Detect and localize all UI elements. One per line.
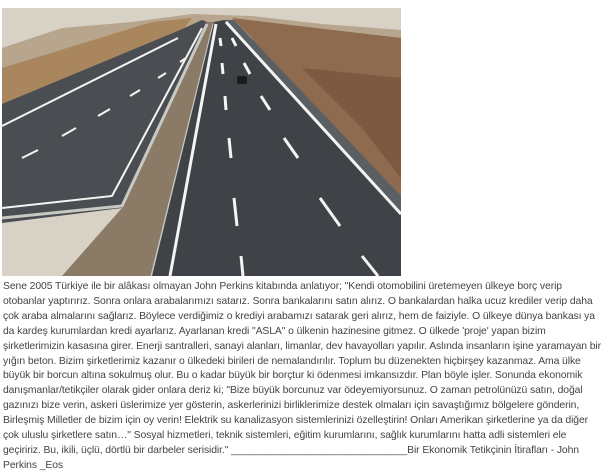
article [3, 280, 603, 474]
highway-photo-graphic [2, 8, 401, 276]
highway-photo [2, 8, 401, 276]
photo-car [237, 76, 247, 84]
article-paragraph: Sene 2005 Türkiye ile bir alâkası olmayan John Perkins kitabında anlatıyor; "Kendi otomobilini üretemeyen ülkeye borç verip otobanlar yaptırırız. Sonra onlara arabalarımızı satarız. Sonra bankalarını satın alırız. O bankalardan halka ucuz krediler verip daha çok araba almalarını sağlarız. Böylece verdiğimiz o krediyi arabamızı satarak geri alırız, hem de faiziyle. O ülkeye dünya bankası ya da kardeş kurumlardan kredi ayarlarız. Ayarlanan kredi "ASLA" o ülkenin hazinesine gitmez. O ülkede 'proje' yapan bizim şirketlerimizin kasasına girer. Enerji santralleri, sanayi alanları, limanlar, dev havayolları yapılır. Aslında insanların işine yaramayan bir yığın beton. Bizim şirketlerimiz kazanır o ülkedeki birileri de nemalandırılır. Toplum bu düzenekten hiçbirşey kazanmaz. Ama ülke büyük bir borcun altına sokulmuş olur. Bu o kadar büyük bir borçtur ki ödenmesi imkansızdır. Plan böyle işler. Sonunda ekonomik danışmanlar/tetikçiler olarak gider onlara deriz ki; "Bize büyük borcunuz var ödeyemiyorsunuz. O zaman petrolünüzü satın, doğal gazınızı bize verin, askeri üslerimize yer gösterin, askerlerinizi birliklerimize destek olmaları için savaştığımız bölgelere gönderin, Birleşmiş Milletler de bizim için oy verin! Elektrik su kanalizasyon sistemlerinizi özelleştirin! Onları Amerikan şirketlerine ya da diğer çok uluslu şirketlere satın…" Sosyal hizmetleri, teknik sistemleri, eğitim kurumlarını, sağlık kurumlarını hatta adli sistemleri ele geçiririz. Bu, ikili, üçlü, dörtlü bir darbeler serisidir." _______________________________Bir Ekonomik Tetikçinin İtirafları - John Perkins _Eos [3, 281, 601, 471]
